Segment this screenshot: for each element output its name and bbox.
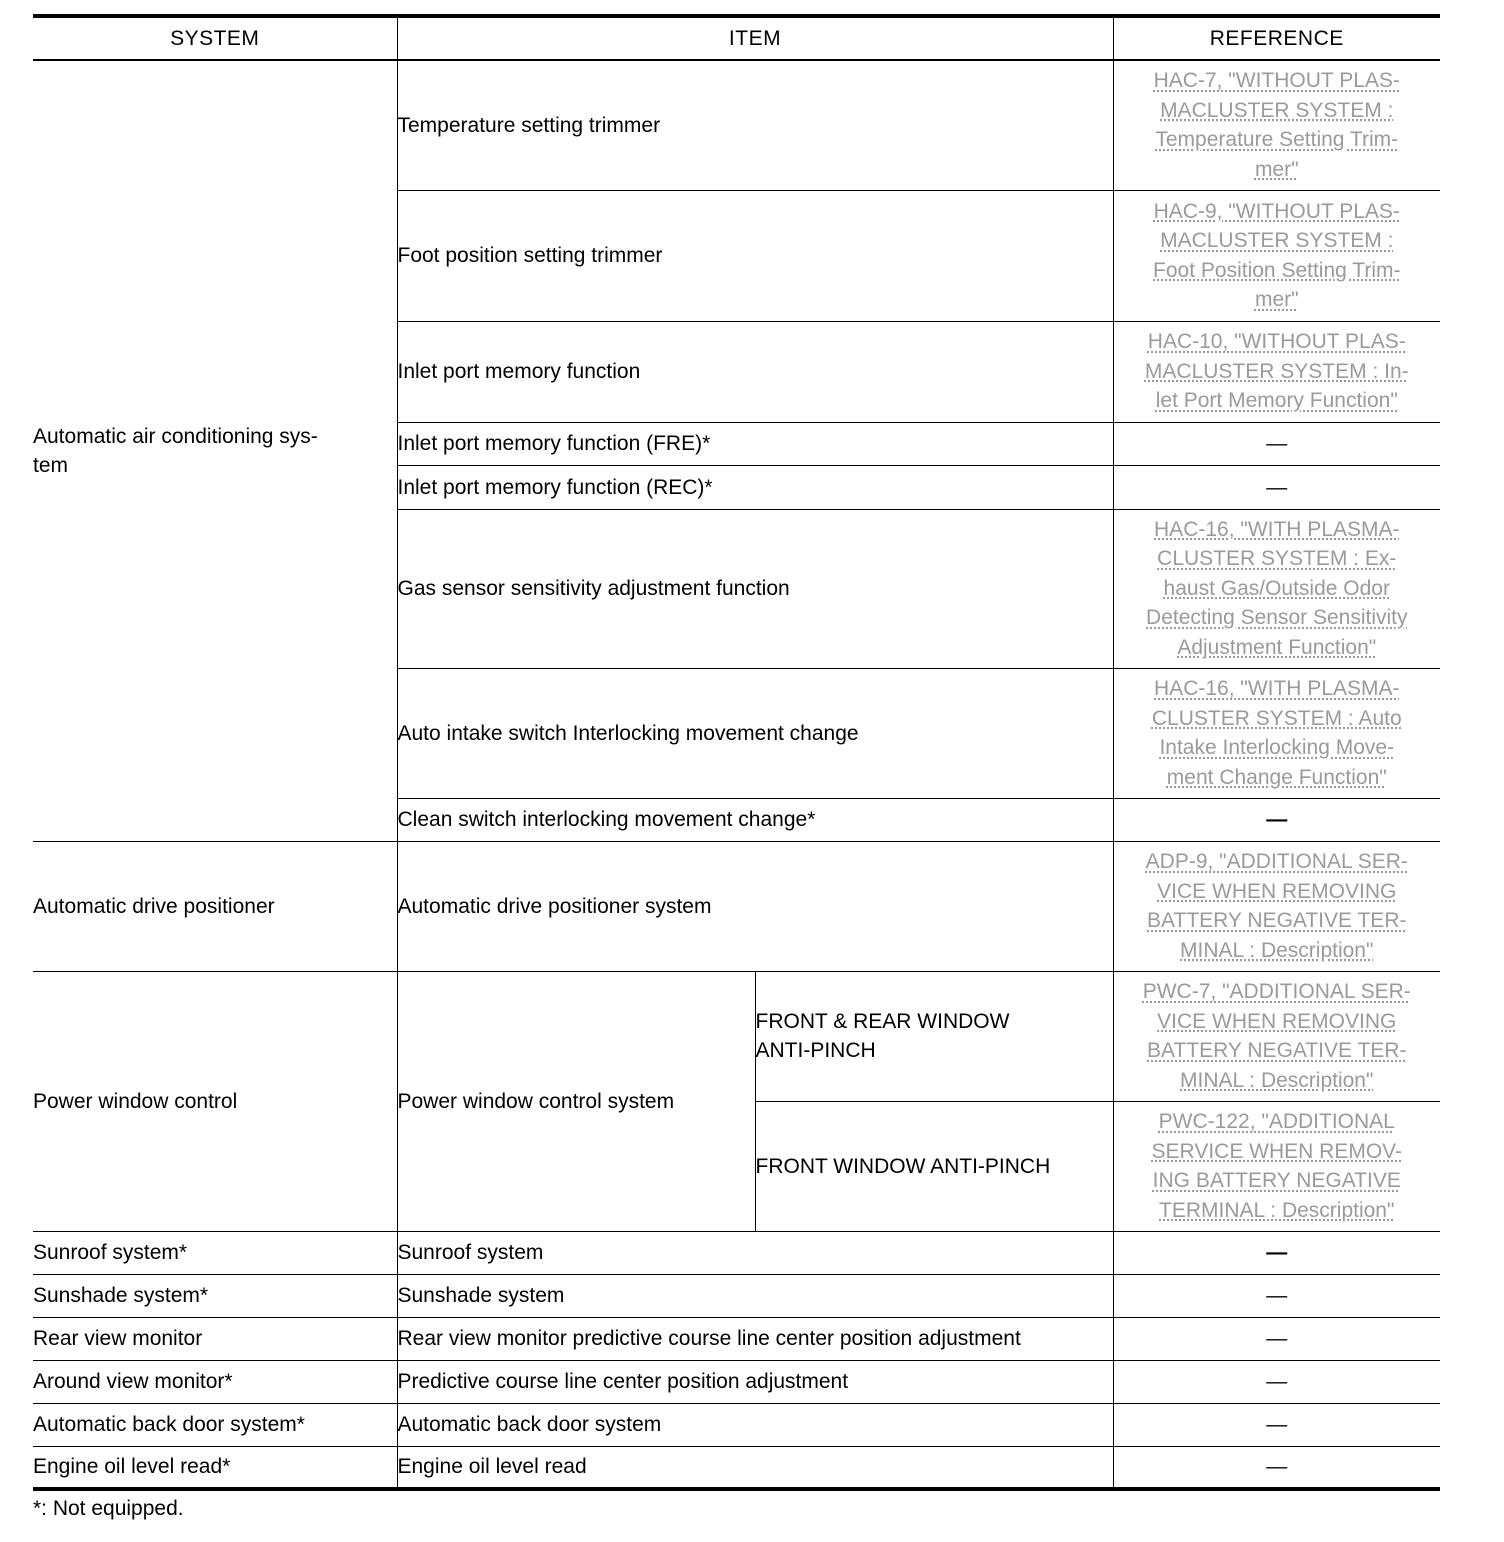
table-row [33, 1403, 1440, 1446]
table-row [33, 1446, 1440, 1489]
reference-cell [1113, 841, 1440, 971]
system-cell [33, 60, 397, 841]
reference-cell [1113, 1360, 1440, 1403]
table-row [33, 841, 1440, 971]
no-reference-dash: — [1266, 1284, 1288, 1307]
system-cell: Sunroof system* [33, 1231, 397, 1274]
system-cell: Engine oil level read* [33, 1446, 397, 1489]
system-cell: Rear view monitor [33, 1317, 397, 1360]
system-cell: Around view monitor* [33, 1360, 397, 1403]
reference-cell [1113, 321, 1440, 422]
item-cell: Power window control system [397, 971, 755, 1231]
sub-item-cell [755, 971, 1113, 1101]
system-cell: Automatic drive positioner [33, 841, 397, 971]
reference-link[interactable]: HAC-7, "WITHOUT PLAS- MACLUSTER SYSTEM : Temperature Setting Trim- mer" [1153, 69, 1400, 181]
table-row [33, 1274, 1440, 1317]
reference-link[interactable]: HAC-16, "WITH PLASMA- CLUSTER SYSTEM : Auto Intake Interlocking Move- ment Change Function" [1151, 677, 1402, 789]
no-reference-dash: — [1266, 1413, 1288, 1436]
item-cell: Engine oil level read [397, 1446, 1113, 1489]
no-reference-dash: — [1266, 1370, 1288, 1393]
system-label: Automatic air conditioning sys- tem [33, 424, 318, 477]
item-cell: Inlet port memory function (REC)* [397, 465, 1113, 509]
reference-cell [1113, 1317, 1440, 1360]
reference-link[interactable]: HAC-10, "WITHOUT PLAS- MACLUSTER SYSTEM : In- let Port Memory Function" [1144, 330, 1409, 413]
reference-cell [1113, 60, 1440, 190]
item-cell: Automatic back door system [397, 1403, 1113, 1446]
item-cell: Inlet port memory function (FRE)* [397, 422, 1113, 465]
item-cell: Automatic drive positioner system [397, 841, 1113, 971]
item-cell: Sunroof system [397, 1231, 1113, 1274]
column-header-system: SYSTEM [33, 16, 397, 60]
table-row [33, 1317, 1440, 1360]
table-row [33, 971, 1440, 1101]
reference-link[interactable]: ADP-9, "ADDITIONAL SER- VICE WHEN REMOVING BATTERY NEGATIVE TER- MINAL : Description" [1145, 850, 1408, 962]
item-cell: Auto intake switch Interlocking movement change [397, 668, 1113, 798]
item-cell: Temperature setting trimmer [397, 60, 1113, 190]
item-cell: Foot position setting trimmer [397, 190, 1113, 321]
item-cell: Inlet port memory function [397, 321, 1113, 422]
no-reference-dash: — [1266, 1327, 1288, 1350]
reference-link[interactable]: HAC-9, "WITHOUT PLAS- MACLUSTER SYSTEM : Foot Position Setting Trim- mer" [1153, 199, 1401, 311]
reference-link[interactable]: PWC-7, "ADDITIONAL SER- VICE WHEN REMOVING BATTERY NEGATIVE TER- MINAL : Description" [1142, 980, 1411, 1092]
reference-link[interactable]: HAC-16, "WITH PLASMA- CLUSTER SYSTEM : Ex- haust Gas/Outside Odor Detecting Sensor Sensitivity Adjustment Function" [1146, 517, 1408, 659]
reference-cell [1113, 798, 1440, 841]
reference-cell [1113, 1231, 1440, 1274]
sub-item-cell: FRONT WINDOW ANTI-PINCH [755, 1101, 1113, 1231]
no-reference-dash: — [1266, 432, 1288, 455]
no-reference-dash: — [1266, 1241, 1288, 1264]
item-cell: Rear view monitor predictive course line center position adjustment [397, 1317, 1113, 1360]
no-reference-dash: — [1266, 1455, 1288, 1479]
reference-cell [1113, 190, 1440, 321]
footnote: *: Not equipped. [33, 1497, 184, 1520]
sub-item-label: FRONT & REAR WINDOW ANTI-PINCH [755, 1010, 1010, 1062]
no-reference-dash: — [1266, 475, 1288, 499]
no-reference-dash: — [1266, 808, 1288, 831]
reference-cell [1113, 422, 1440, 465]
table-row [33, 1360, 1440, 1403]
item-cell: Sunshade system [397, 1274, 1113, 1317]
column-header-reference: REFERENCE [1113, 16, 1440, 60]
reference-cell [1113, 1274, 1440, 1317]
header-row [33, 16, 1440, 60]
reference-cell [1113, 1101, 1440, 1231]
table-row [33, 60, 1440, 190]
reference-link[interactable]: PWC-122, "ADDITIONAL SERVICE WHEN REMOV- ING BATTERY NEGATIVE TERMINAL : Description" [1151, 1110, 1402, 1222]
reference-cell [1113, 1446, 1440, 1489]
reference-cell [1113, 668, 1440, 798]
item-cell: Clean switch interlocking movement change* [397, 798, 1113, 841]
item-cell: Predictive course line center position adjustment [397, 1360, 1113, 1403]
system-cell: Automatic back door system* [33, 1403, 397, 1446]
system-cell: Sunshade system* [33, 1274, 397, 1317]
reference-cell [1113, 509, 1440, 668]
system-cell: Power window control [33, 971, 397, 1231]
column-header-item: ITEM [397, 16, 1113, 60]
item-cell: Gas sensor sensitivity adjustment function [397, 509, 1113, 668]
table-row [33, 1231, 1440, 1274]
reference-cell [1113, 1403, 1440, 1446]
reference-cell [1113, 971, 1440, 1101]
reference-cell [1113, 465, 1440, 509]
specification-table [33, 14, 1440, 1491]
